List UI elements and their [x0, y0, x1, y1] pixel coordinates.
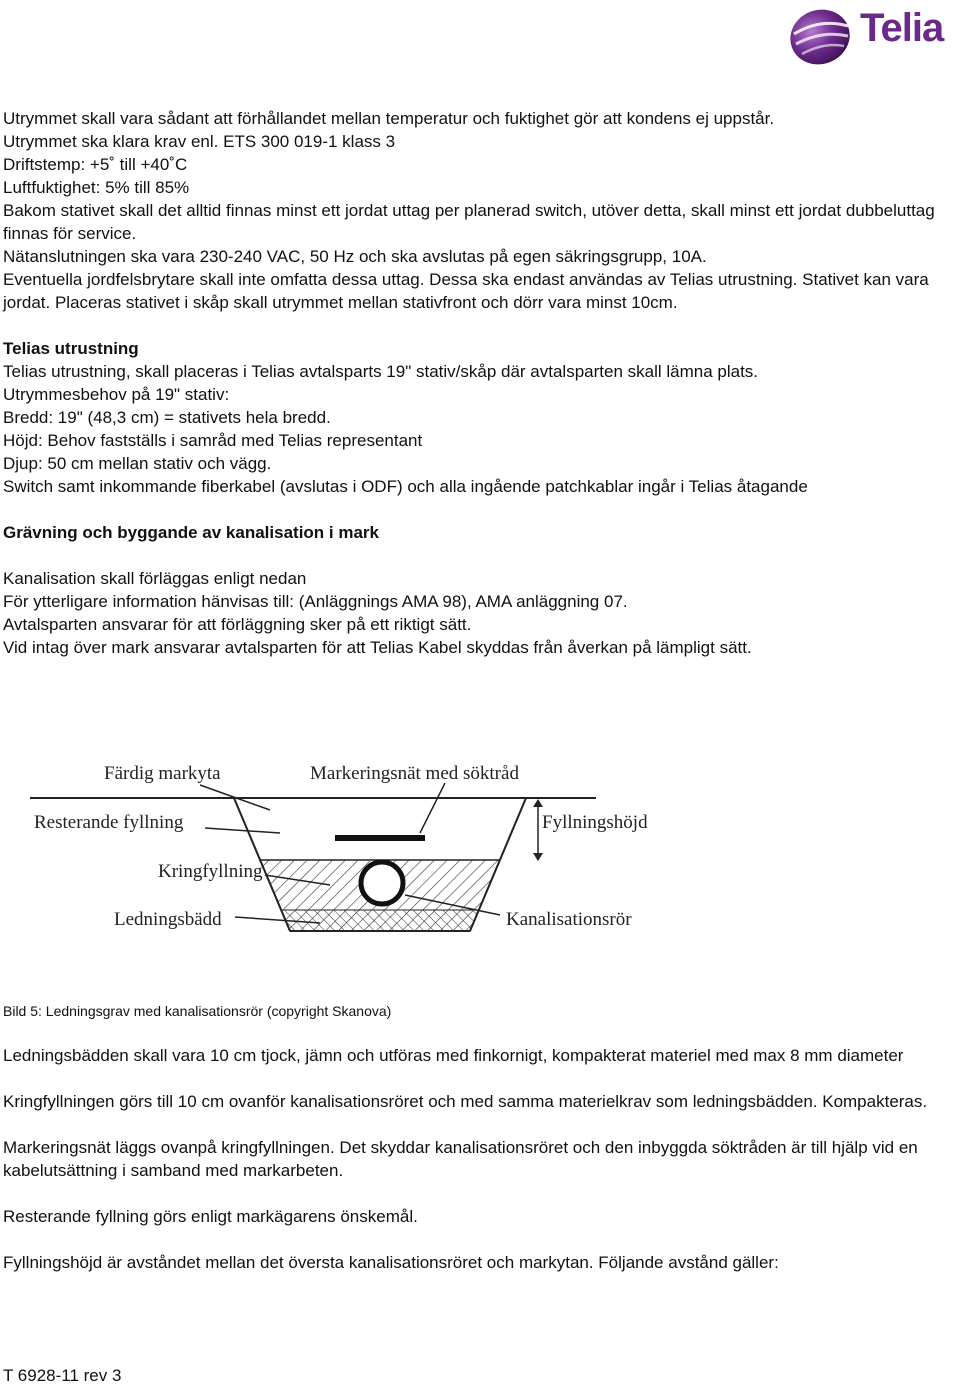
- label-fardig-markyta: Färdig markyta: [104, 763, 221, 784]
- paragraph: Luftfuktighet: 5% till 85%: [3, 178, 190, 197]
- label-kanalisationsror: Kanalisationsrör: [506, 909, 632, 930]
- trench-diagram: [30, 755, 670, 940]
- paragraph: Driftstemp: +5˚ till +40˚C: [3, 155, 188, 174]
- document-body-lower: [3, 1044, 948, 1274]
- section-heading: Telias utrustning: [3, 339, 139, 358]
- document-footer: T 6928-11 rev 3: [3, 1366, 122, 1385]
- paragraph: Resterande fyllning görs enligt markägarens önskemål.: [3, 1207, 418, 1226]
- paragraph: Kringfyllningen görs till 10 cm ovanför kanalisationsröret och med samma materielkrav som ledningsbädden. Kompakteras.: [3, 1092, 928, 1111]
- paragraph: Bakom stativet skall det alltid finnas minst ett jordat uttag per planerad switch, utöver detta, skall minst ett jordat dubbeluttag finnas för service.: [3, 201, 935, 243]
- paragraph: Kanalisation skall förläggas enligt nedan: [3, 569, 307, 588]
- paragraph: Utrymmet ska klara krav enl. ETS 300 019-1 klass 3: [3, 132, 396, 151]
- kanalisationsror-circle: [361, 862, 403, 904]
- paragraph: Nätanslutningen ska vara 230-240 VAC, 50 Hz och ska avslutas på egen säkringsgrupp, 10A.: [3, 247, 707, 266]
- paragraph: För ytterligare information hänvisas till: (Anläggnings AMA 98), AMA anläggning 07.: [3, 592, 628, 611]
- paragraph: Djup: 50 cm mellan stativ och vägg.: [3, 454, 272, 473]
- logo-text: Telia: [860, 6, 944, 50]
- paragraph: Eventuella jordfelsbrytare skall inte omfatta dessa uttag. Dessa ska endast användas av Telias utrustning. Stativet kan vara jordat. Placeras stativet i skåp skall utrymmet mellan stativfront och dörr vara minst 10cm.: [3, 270, 929, 312]
- label-markeringsnat: Markeringsnät med söktråd: [310, 763, 519, 784]
- label-kringfyllning: Kringfyllning: [158, 861, 263, 882]
- paragraph: Avtalsparten ansvarar för att förläggning sker på ett riktigt sätt.: [3, 615, 472, 634]
- paragraph: Fyllningshöjd är avståndet mellan det översta kanalisationsröret och markytan. Följande avstånd gäller:: [3, 1253, 779, 1272]
- paragraph: Utrymmet skall vara sådant att förhållandet mellan temperatur och fuktighet gör att kondens ej uppstår.: [3, 109, 775, 128]
- paragraph: Vid intag över mark ansvarar avtalsparten för att Telias Kabel skyddas från åverkan på lämpligt sätt.: [3, 638, 752, 657]
- section-heading: Grävning och byggande av kanalisation i mark: [3, 523, 380, 542]
- telia-logo: [786, 4, 956, 68]
- label-resterande-fyllning: Resterande fyllning: [34, 812, 184, 833]
- paragraph: Utrymmesbehov på 19" stativ:: [3, 385, 230, 404]
- paragraph: Telias utrustning, skall placeras i Telias avtalsparts 19" stativ/skåp där avtalsparten skall lämna plats.: [3, 362, 759, 381]
- paragraph: Bredd: 19" (48,3 cm) = stativets hela bredd.: [3, 408, 331, 427]
- paragraph: Ledningsbädden skall vara 10 cm tjock, jämn och utföras med finkornigt, kompakterat materiel med max 8 mm diameter: [3, 1046, 904, 1065]
- label-fyllningshojd: Fyllningshöjd: [542, 812, 648, 833]
- paragraph: Markeringsnät läggs ovanpå kringfyllningen. Det skyddar kanalisationsröret och den inbyggda söktråden är till hjälp vid en kabelutsättning i samband med markarbeten.: [3, 1138, 918, 1180]
- markeringsnat-bar: [335, 835, 425, 841]
- document-body: [3, 107, 948, 659]
- label-ledningsbadd: Ledningsbädd: [114, 909, 222, 930]
- telia-pebble-icon: [786, 4, 858, 68]
- figure-caption: Bild 5: Ledningsgrav med kanalisationsrör (copyright Skanova): [3, 1003, 392, 1019]
- paragraph: Höjd: Behov fastställs i samråd med Telias representant: [3, 431, 423, 450]
- paragraph: Switch samt inkommande fiberkabel (avslutas i ODF) och alla ingående patchkablar ingår i Telias åtagande: [3, 477, 808, 496]
